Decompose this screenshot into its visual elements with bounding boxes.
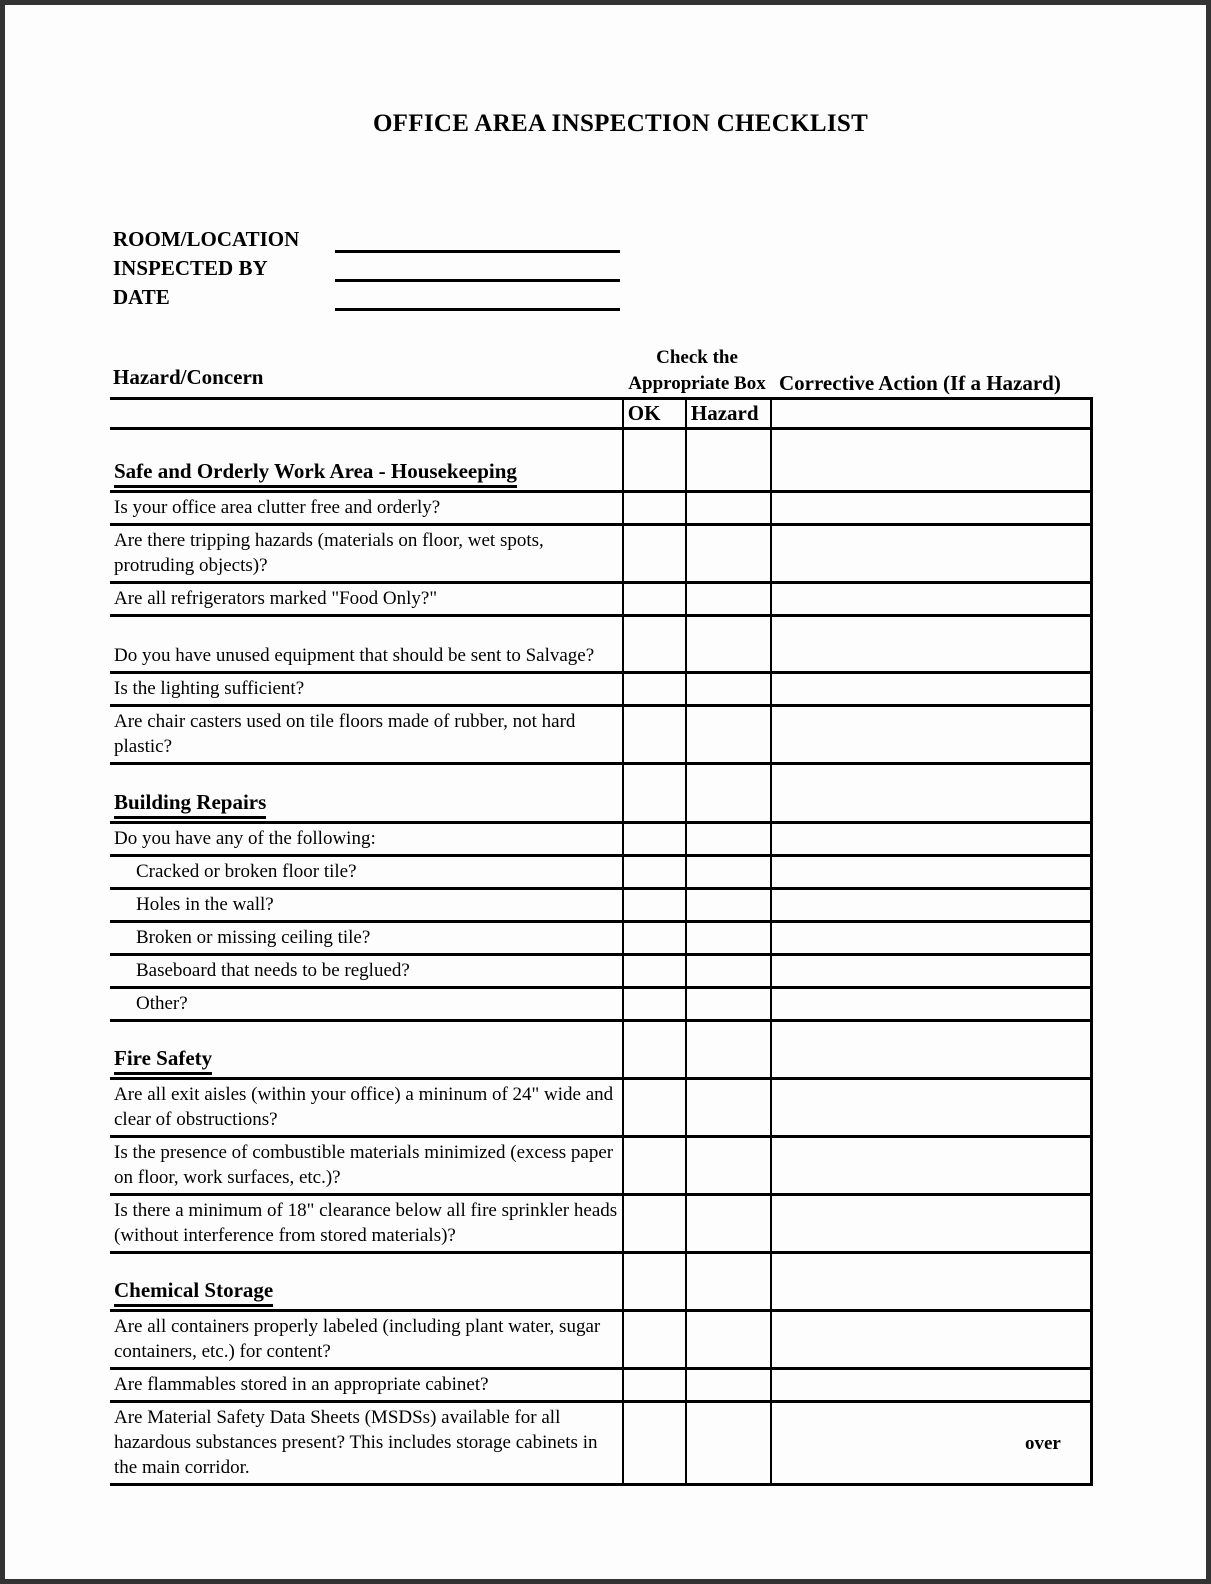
corrective-action-cell[interactable]: [771, 1311, 1092, 1369]
cell-item-text: Do you have unused equipment that should be sent to Salvage?: [110, 616, 623, 673]
table-row: [110, 525, 1092, 583]
corrective-action-cell[interactable]: [771, 673, 1092, 706]
checkbox-hazard-fire-safety[interactable]: [686, 1021, 771, 1079]
check-header-line-2: Appropriate Box: [628, 373, 766, 394]
corrective-action-housekeeping[interactable]: [771, 429, 1092, 492]
checkbox-hazard[interactable]: [686, 525, 771, 583]
meta-row-inspected-by: [113, 256, 633, 285]
cell-item-text: Are all containers properly labeled (including plant water, sugar containers, etc.) for content?: [110, 1311, 623, 1369]
checkbox-ok[interactable]: [623, 988, 686, 1021]
meta-label-inspected-by: INSPECTED BY: [113, 256, 268, 280]
cell-subitem-text: [110, 889, 623, 922]
subitem-label: Other?: [136, 993, 188, 1014]
checkbox-ok[interactable]: [623, 1369, 686, 1402]
cell-item-text: Are chair casters used on tile floors made of rubber, not hard plastic?: [110, 706, 623, 764]
subitem-label: Broken or missing ceiling tile?: [136, 927, 371, 948]
page-continuation-note: over: [1025, 1433, 1061, 1454]
column-header-corrective-action: Corrective Action (If a Hazard): [779, 371, 1061, 395]
cell-item-text: Is there a minimum of 18" clearance below all fire sprinkler heads (without interference from stored materials)?: [110, 1195, 623, 1253]
table-row-section-fire-safety: [110, 1021, 1092, 1079]
checkbox-hazard-chemical-storage[interactable]: [686, 1253, 771, 1311]
corrective-action-cell[interactable]: [771, 856, 1092, 889]
table-row: [110, 583, 1092, 616]
corrective-action-cell[interactable]: [771, 583, 1092, 616]
cell-item-text: Are flammables stored in an appropriate cabinet?: [110, 1369, 623, 1402]
checkbox-hazard[interactable]: [686, 1137, 771, 1195]
cell-section-title-fire-safety: [110, 1021, 623, 1079]
checkbox-ok[interactable]: [623, 492, 686, 525]
checkbox-hazard[interactable]: [686, 583, 771, 616]
table-row: [110, 889, 1092, 922]
corrective-action-cell[interactable]: [771, 1079, 1092, 1137]
checkbox-hazard[interactable]: [686, 1195, 771, 1253]
checkbox-ok[interactable]: [623, 1195, 686, 1253]
table-row: [110, 616, 1092, 673]
column-header-check-appropriate-box: [617, 345, 777, 397]
corrective-action-cell[interactable]: [771, 889, 1092, 922]
cell-item-text: Do you have any of the following:: [110, 823, 623, 856]
table-row: [110, 673, 1092, 706]
checkbox-hazard[interactable]: [686, 1311, 771, 1369]
corrective-action-cell[interactable]: [771, 525, 1092, 583]
checkbox-ok[interactable]: [623, 673, 686, 706]
checkbox-ok[interactable]: [623, 922, 686, 955]
table-row: [110, 823, 1092, 856]
table-row: [110, 1195, 1092, 1253]
corrective-action-cell[interactable]: [771, 492, 1092, 525]
table-row: [110, 856, 1092, 889]
corrective-action-cell[interactable]: [771, 1369, 1092, 1402]
corrective-action-cell[interactable]: [771, 706, 1092, 764]
checkbox-ok[interactable]: [623, 856, 686, 889]
corrective-action-cell[interactable]: [771, 823, 1092, 856]
cell-item-text: Is your office area clutter free and orderly?: [110, 492, 623, 525]
cell-item-text: Is the presence of combustible materials minimized (excess paper on floor, work surfaces, etc.)?: [110, 1137, 623, 1195]
checkbox-ok[interactable]: [623, 1079, 686, 1137]
corrective-action-cell[interactable]: [771, 1195, 1092, 1253]
corrective-action-cell[interactable]: [771, 616, 1092, 673]
table-row-section-building-repairs: [110, 764, 1092, 823]
corrective-action-cell[interactable]: [771, 988, 1092, 1021]
cell-header-hazard: Hazard: [686, 399, 771, 429]
cell-item-text: Are all refrigerators marked "Food Only?": [110, 583, 623, 616]
cell-item-text: Are Material Safety Data Sheets (MSDSs) available for all hazardous substances present? This includes storage cabinets in the main corridor.: [110, 1402, 623, 1485]
meta-row-date: [113, 285, 633, 314]
cell-subitem-text: [110, 988, 623, 1021]
meta-label-room-location: ROOM/LOCATION: [113, 227, 300, 251]
checkbox-hazard[interactable]: [686, 823, 771, 856]
cell-item-text: Are all exit aisles (within your office) a mininum of 24" wide and clear of obstructions?: [110, 1079, 623, 1137]
cell-subitem-text: [110, 856, 623, 889]
cell-item-text: Are there tripping hazards (materials on floor, wet spots, protruding objects)?: [110, 525, 623, 583]
checkbox-hazard[interactable]: [686, 492, 771, 525]
checkbox-ok-chemical-storage[interactable]: [623, 1253, 686, 1311]
checkbox-ok[interactable]: [623, 955, 686, 988]
paper-sheet: [5, 5, 1206, 1579]
checkbox-ok[interactable]: [623, 823, 686, 856]
subitem-label: Holes in the wall?: [136, 894, 274, 915]
cell-section-title-building-repairs: [110, 764, 623, 823]
table-row: [110, 1402, 1092, 1485]
table-row: [110, 922, 1092, 955]
cell-item-text: Is the lighting sufficient?: [110, 673, 623, 706]
checkbox-hazard[interactable]: [686, 673, 771, 706]
meta-rule-room-location[interactable]: [335, 250, 620, 253]
checkbox-hazard[interactable]: [686, 922, 771, 955]
checkbox-ok-housekeeping[interactable]: [623, 429, 686, 492]
checkbox-hazard[interactable]: [686, 955, 771, 988]
table-row: [110, 492, 1092, 525]
table-row: [110, 706, 1092, 764]
corrective-action-cell[interactable]: [771, 922, 1092, 955]
meta-label-date: DATE: [113, 285, 170, 309]
cell-subitem-text: [110, 922, 623, 955]
subitem-label: Baseboard that needs to be reglued?: [136, 960, 410, 981]
column-header-hazard-concern: Hazard/Concern: [113, 365, 264, 389]
checkbox-ok[interactable]: [623, 889, 686, 922]
checkbox-ok[interactable]: [623, 525, 686, 583]
table-row: [110, 955, 1092, 988]
subitem-label: Cracked or broken floor tile?: [136, 861, 357, 882]
table-row-section-housekeeping: [110, 429, 1092, 492]
section-title-chemical-storage: Chemical Storage: [114, 1278, 273, 1307]
checkbox-ok[interactable]: [623, 583, 686, 616]
corrective-action-cell[interactable]: [771, 955, 1092, 988]
checkbox-ok[interactable]: [623, 706, 686, 764]
meta-rule-date[interactable]: [335, 308, 620, 311]
table-row-section-chemical-storage: [110, 1253, 1092, 1311]
cell-section-title-chemical-storage: [110, 1253, 623, 1311]
meta-rule-inspected-by[interactable]: [335, 279, 620, 282]
checkbox-ok-building-repairs[interactable]: [623, 764, 686, 823]
checkbox-hazard-housekeeping[interactable]: [686, 429, 771, 492]
check-header-line-1: Check the: [656, 347, 738, 368]
checkbox-hazard[interactable]: [686, 988, 771, 1021]
checkbox-hazard-building-repairs[interactable]: [686, 764, 771, 823]
table-row: [110, 988, 1092, 1021]
checkbox-ok[interactable]: [623, 616, 686, 673]
inspection-checklist-table: [110, 397, 1093, 1486]
table-row: [110, 1369, 1092, 1402]
corrective-action-cell[interactable]: [771, 1137, 1092, 1195]
corrective-action-building-repairs[interactable]: [771, 764, 1092, 823]
table-row: [110, 1311, 1092, 1369]
checkbox-ok[interactable]: [623, 1137, 686, 1195]
table-body: [110, 399, 1092, 1485]
checkbox-ok-fire-safety[interactable]: [623, 1021, 686, 1079]
meta-field-block: [113, 227, 633, 314]
checkbox-hazard[interactable]: [686, 1369, 771, 1402]
page-title: OFFICE AREA INSPECTION CHECKLIST: [372, 110, 869, 137]
checkbox-ok[interactable]: [623, 1311, 686, 1369]
checkbox-hazard[interactable]: [686, 1079, 771, 1137]
section-title-fire-safety: Fire Safety: [114, 1046, 212, 1075]
cell-section-title-housekeeping: [110, 429, 623, 492]
checkbox-hazard[interactable]: [686, 1402, 771, 1485]
corrective-action-fire-safety[interactable]: [771, 1021, 1092, 1079]
checkbox-ok[interactable]: [623, 1402, 686, 1485]
table-row: [110, 1137, 1092, 1195]
checkbox-hazard[interactable]: [686, 616, 771, 673]
cell-header-ok: OK: [623, 399, 686, 429]
checkbox-hazard[interactable]: [686, 889, 771, 922]
checkbox-hazard[interactable]: [686, 706, 771, 764]
table-row: [110, 1079, 1092, 1137]
cell-subitem-text: [110, 955, 623, 988]
meta-row-room-location: [113, 227, 633, 256]
section-title-building-repairs: Building Repairs: [114, 790, 266, 819]
checkbox-hazard[interactable]: [686, 856, 771, 889]
cell-item-blank: [110, 399, 623, 429]
cell-header-corrective-blank: [771, 399, 1092, 429]
section-title-housekeeping: Safe and Orderly Work Area - Housekeeping: [114, 459, 517, 488]
corrective-action-chemical-storage[interactable]: [771, 1253, 1092, 1311]
table-row-column-labels: [110, 399, 1092, 429]
